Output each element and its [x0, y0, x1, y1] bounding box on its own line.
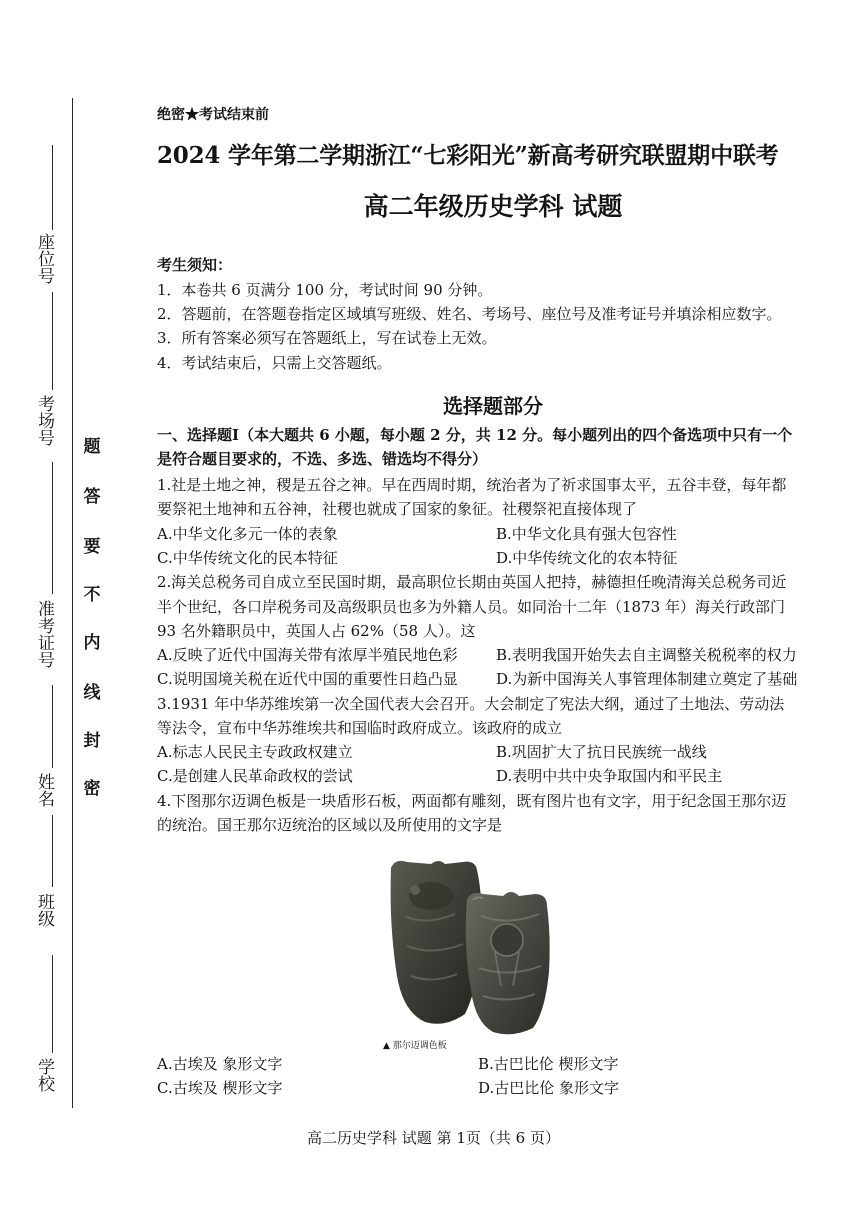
school-blank[interactable]	[52, 955, 53, 1053]
notice-item: 3．所有答案必须写在答题纸上，写在试卷上无效。	[157, 329, 497, 347]
question-4-text: 4.下图那尔迈调色板是一块盾形石板，两面都有雕刻，既有图片也有文字，用于纪念国王那尔迈	[157, 792, 787, 810]
question-3-option-b: B.巩固扩大了抗日民族统一战线	[496, 743, 707, 761]
seal-char: 密	[83, 779, 101, 799]
section-title: 选择题部分	[443, 394, 543, 418]
class-label: 班级	[34, 893, 54, 927]
question-2-option-d: D.为新中国海关人事管理体制建立奠定了基础	[496, 670, 798, 688]
page-footer: 高二历史学科 试题 第 1页（共 6 页）	[307, 1129, 560, 1147]
question-3-text: 3.1931 年中华苏维埃第一次全国代表大会召开。大会制定了宪法大纲，通过了土地法、劳动法	[157, 695, 785, 713]
part-instructions: 是符合题目要求的，不选、多选、错选均不得分）	[157, 450, 488, 468]
question-1-option-a: A.中华文化多元一体的表象	[157, 525, 338, 543]
seal-char: 要	[83, 537, 101, 557]
narmer-palette-image	[385, 856, 553, 1036]
question-3-option-a: A.标志人民民主专政政权建立	[157, 743, 353, 761]
question-2-text: 2.海关总税务司自成立至民国时期，最高职位长期由英国人把持，赫德担任晚清海关总税务司近	[157, 573, 787, 591]
question-2-option-b: B.表明我国开始失去自主调整关税税率的权力	[496, 646, 797, 664]
binding-line	[72, 98, 73, 1108]
seal-char: 答	[83, 487, 101, 507]
seat-number-label: 座位号	[34, 233, 54, 284]
seal-char: 封	[83, 731, 101, 751]
question-1-text: 1.社是土地之神，稷是五谷之神。早在西周时期，统治者为了祈求国事太平，五谷丰登，每年都	[157, 476, 787, 494]
name-blank[interactable]	[52, 685, 53, 768]
school-label: 学校	[34, 1058, 54, 1092]
seat-number-blank[interactable]	[52, 145, 53, 230]
seal-char: 内	[83, 633, 101, 653]
question-4-option-a: A.古埃及 象形文字	[157, 1055, 283, 1073]
notice-heading: 考生须知：	[157, 256, 233, 274]
question-2-option-c: C.说明国境关税在近代中国的重要性日趋凸显	[157, 670, 458, 688]
seal-char: 题	[83, 437, 101, 457]
exam-subtitle: 高二年级历史学科 试题	[363, 192, 623, 221]
class-blank[interactable]	[52, 815, 53, 887]
question-3-option-c: C.是创建人民革命政权的尝试	[157, 767, 353, 785]
seal-char: 不	[83, 585, 101, 605]
room-number-blank[interactable]	[52, 292, 53, 390]
question-4-option-b: B.古巴比伦 楔形文字	[478, 1055, 619, 1073]
question-3-option-d: D.表明中共中央争取国内和平民主	[496, 767, 723, 785]
notice-item: 2．答题前，在答题卷指定区域填写班级、姓名、考场号、座位号及准考证号并填涂相应数字。	[157, 305, 782, 323]
question-1-option-b: B.中华文化具有强大包容性	[496, 525, 677, 543]
exam-id-label: 准考证号	[34, 600, 54, 668]
question-2-text: 半个世纪，各口岸税务司及高级职员也多为外籍人员。如同治十二年（1873 年）海关行政部门	[157, 598, 785, 616]
name-label: 姓名	[34, 773, 54, 807]
notice-item: 4．考试结束后，只需上交答题纸。	[157, 354, 392, 372]
secret-mark: 绝密★考试结束前	[157, 107, 269, 123]
part-instructions: 一、选择题Ⅰ（本大题共 6 小题，每小题 2 分，共 12 分。每小题列出的四个备选项中只有一个	[157, 426, 793, 444]
exam-id-blank[interactable]	[52, 462, 53, 594]
question-2-text: 93 名外籍职员中，英国人占 62%（58 人）。这	[157, 622, 476, 640]
exam-title: 2024 学年第二学期浙江“七彩阳光”新高考研究联盟期中联考	[157, 142, 779, 169]
question-4-option-d: D.古巴比伦 象形文字	[478, 1079, 620, 1097]
question-4-text: 的统治。国王那尔迈统治的区域以及所使用的文字是	[157, 816, 503, 834]
seal-char: 线	[83, 683, 101, 703]
question-1-option-d: D.中华传统文化的农本特征	[496, 549, 678, 567]
question-3-text: 等法令，宣布中华苏维埃共和国临时政府成立。该政府的成立	[157, 719, 563, 737]
question-2-option-a: A.反映了近代中国海关带有浓厚半殖民地色彩	[157, 646, 458, 664]
image-caption: ▲ 那尔迈调色板	[383, 1041, 447, 1051]
question-1-text: 要祭祀土地神和五谷神，社稷也就成了国家的象征。社稷祭祀直接体现了	[157, 500, 638, 518]
question-1-option-c: C.中华传统文化的民本特征	[157, 549, 338, 567]
question-4-option-c: C.古埃及 楔形文字	[157, 1079, 283, 1097]
room-number-label: 考场号	[34, 395, 54, 446]
notice-item: 1．本卷共 6 页满分 100 分，考试时间 90 分钟。	[157, 281, 493, 299]
